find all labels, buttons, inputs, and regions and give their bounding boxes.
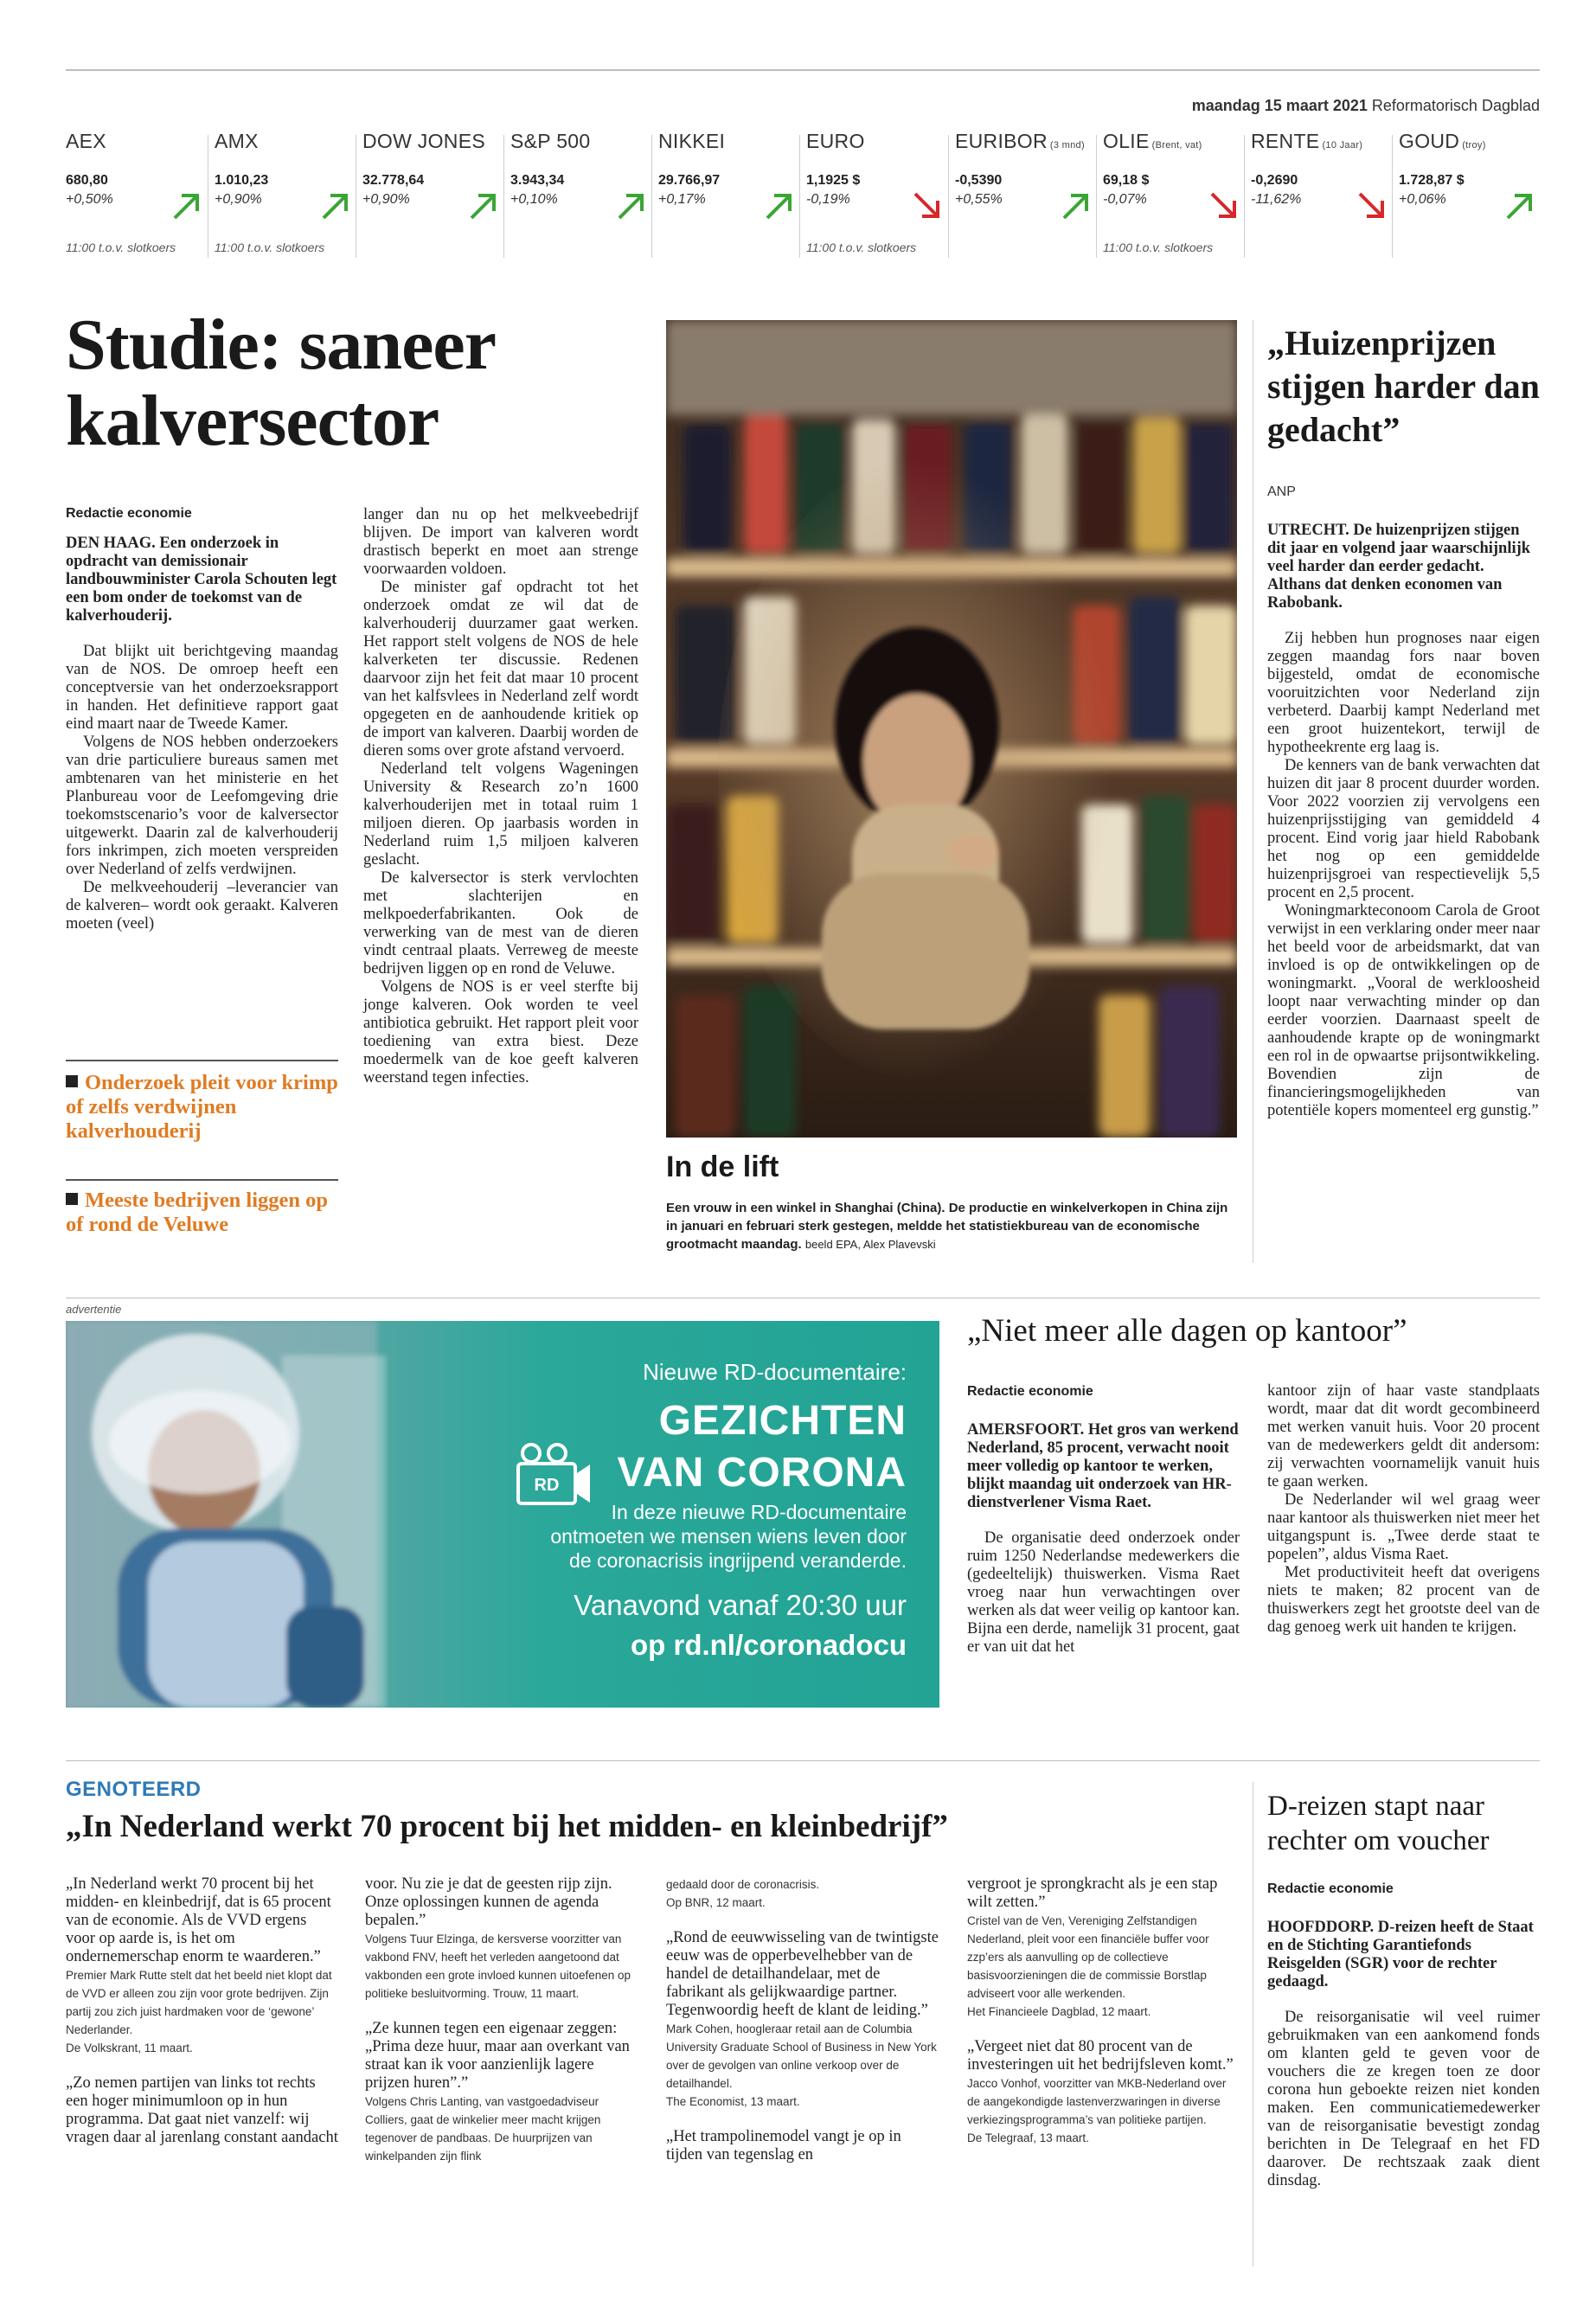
article4-byline: Redactie economie — [1267, 1881, 1394, 1896]
newspaper-name: Reformatorisch Dagblad — [1371, 97, 1540, 114]
ticker-divider — [503, 135, 504, 258]
photo-credit: beeld EPA, Alex Plavevski — [804, 1238, 936, 1251]
article2-paragraph: De kenners van de bank verwachten dat huizen dit jaar 8 procent duurder worden. Voor 2022 voorzien zij vervolgens een huizenprijsstijging van gemiddeld 4 procent. Eind vorig jaar hield Rabobank het nog op een gemiddelde huizenprijsgroei van respectievelijk 5,5 procent en 2,5 procent. — [1267, 757, 1540, 901]
article3-lead: AMERSFOORT. Het gros van werkend Nederland, 85 procent, verwacht nooit meer volledig op kantoor te werken, blijkt maandag uit onderzoek van HR-dienstverlener Visma Raet. — [967, 1421, 1239, 1511]
advert-banner[interactable] — [66, 1321, 939, 1708]
quote-source: Mark Cohen, hoogleraar retail aan de Columbia University Graduate School of Business in New York over de gevolgen van online verkoop over de detailhandel. — [666, 2022, 937, 2090]
ticker-item — [362, 130, 510, 260]
ticker-note: 11:00 t.o.v. slotkoers — [806, 240, 917, 254]
ticker-name: EURO — [806, 130, 865, 152]
quote-outlet: Trouw, 11 maart. — [492, 1987, 580, 2000]
quote-source-text: Volgens Tuur Elzinga, de kersverse voorzitter van vakbond FNV, heeft het verleden aangetoond dat vakbonden een grote invloed kunnen uitoefenen op politieke besluitvorming. — [365, 1932, 631, 2000]
article1-headline: Studie: saneer kalversector — [66, 304, 495, 461]
shanghai-shop-photo — [666, 320, 1237, 1138]
quote-text: voor. Nu zie je dat de geesten rijp zijn. Onze oplossingen kunnen de agenda bepalen.” — [365, 1875, 612, 1929]
ticker-item — [955, 130, 1102, 260]
article4-headline: D-reizen stapt naar rechter om voucher — [1267, 1791, 1490, 1856]
arrow-down-icon — [910, 189, 945, 223]
ticker-name: NIKKEI — [658, 130, 726, 152]
arrow-down-icon — [1207, 189, 1241, 223]
advert-time: Vanavond vanaf 20:30 uur — [574, 1589, 907, 1621]
genoteerd-column2 — [365, 1875, 640, 2165]
article2-lead: UTRECHT. De huizenprijzen stijgen dit jaar en volgend jaar waarschijnlijk veel harder dan eerder gedacht. Althans dat denken economen van Rabobank. — [1267, 522, 1531, 612]
ticker-note: 11:00 t.o.v. slotkoers — [215, 240, 325, 254]
arrow-down-icon — [1355, 189, 1389, 223]
ticker-item — [66, 130, 213, 260]
article3-column1 — [967, 1421, 1240, 1657]
arrow-up-icon — [614, 189, 649, 223]
ticker-divider — [948, 135, 949, 258]
ticker-change: +0,90% — [215, 192, 262, 207]
article3-headline: „Niet meer alle dagen op kantoor” — [967, 1313, 1407, 1349]
ticker-value: 69,18 $ — [1103, 173, 1150, 188]
ticker-name: DOW JONES — [362, 130, 485, 152]
genoteerd-label: GENOTEERD — [66, 1778, 202, 1801]
arrow-up-icon — [318, 189, 353, 223]
advert-line1: Nieuwe RD-documentaire: — [643, 1359, 907, 1385]
ticker-change: -0,07% — [1103, 192, 1147, 207]
ticker-value: 29.766,97 — [658, 173, 721, 188]
ticker-value: 32.778,64 — [362, 173, 425, 188]
article4-body — [1267, 1919, 1540, 2190]
article4-paragraph: De reisorganisatie wil veel ruimer gebruikmaken van een aankomend fonds om klanten geld te geven voor de vouchers die ze kregen toen ze door corona hun geboekte reizen niet konden maken. Een communicatiemedewerker van de reisorganisatie bevestigt zondag berichten in De Telegraaf en het FD daarover. De rechtszaak zaak dient dinsdag. — [1267, 2009, 1540, 2189]
pullquote-rule — [66, 1060, 338, 1061]
pullquote-1-text: Onderzoek pleit voor krimp of zelfs verdwijnen kalverhouderij — [66, 1071, 338, 1143]
article1-column1 — [66, 535, 338, 933]
advert-body2: ontmoeten we mensen wiens leven door — [550, 1525, 907, 1548]
ticker-value: -0,5390 — [955, 173, 1003, 188]
ticker-note: 11:00 t.o.v. slotkoers — [66, 240, 176, 254]
ticker-item — [1251, 130, 1398, 260]
photo-caption-text: Een vrouw in een winkel in Shanghai (China). De productie en winkelverkopen in China zijn in januari en februari sterk gestegen, meldde het statistiekbureau van de economische grootmacht maandag. — [666, 1201, 1228, 1252]
quote-outlet: Op BNR, 12 maart. — [666, 1896, 766, 1909]
issue-date: maandag 15 maart 2021 — [1191, 97, 1368, 114]
advert-body3: de coronacrisis ingrijpend veranderde. — [569, 1549, 907, 1572]
article1-paragraph: Volgens de NOS hebben onderzoekers van drie particuliere bureaus samen met ambtenaren van het ministerie en het Planbureau voor de Leefomgeving drie toekomstscenario’s voor de kalversector uitgewerkt. Daarin zal de kalverhouderij fors inkrimpen, zich moeten verspreiden over Nederland of zelfs verdwijnen. — [66, 734, 338, 878]
quote-outlet: Het Financieele Dagblad, 12 maart. — [967, 2005, 1151, 2018]
pullquote-rule — [66, 1179, 338, 1181]
advert-label: advertentie — [66, 1303, 122, 1316]
article2-paragraph: Zij hebben hun prognoses naar eigen zeggen maandag fors naar boven bijgesteld, omdat de economische vooruitzichten voor Nederland zijn verbeterd. Daarbij kampt Nederland met een groot huizentekort, terwijl de hypotheekrente erg laag is. — [1267, 630, 1540, 756]
ticker-value: -0,2690 — [1251, 173, 1298, 188]
article1-paragraph: langer dan nu op het melkveebedrijf blijven. De import van kalveren wordt drastisch beperkt en moet aan strenge voorwaarden voldoen. — [363, 506, 638, 578]
ticker-value: 3.943,34 — [510, 173, 565, 188]
pullquote-2 — [66, 1189, 338, 1237]
ticker-name: AEX — [66, 130, 106, 152]
article1-paragraph: Nederland telt volgens Wageningen University & Research zo’n 1600 kalverhouderijen met in totaal ruim 1 miljoen dieren. Op jaarbasis worden in Nederland ruim 1,5 miljoen kalveren geslacht. — [363, 760, 638, 868]
ticker-change: +0,06% — [1399, 192, 1446, 207]
quote-text: „Rond de eeuwwisseling van de twintigste eeuw was de opperbevelhebber van de handel de detailhandelaar, met de fabrikant als gelijkwaardige partner. Tegenwoordig heeft de klant de leiding.” — [666, 1929, 939, 2019]
ticker-item — [215, 130, 362, 260]
advert-url[interactable]: op rd.nl/coronadocu — [631, 1629, 907, 1661]
ticker-change: +0,17% — [658, 192, 706, 207]
article3-column2 — [1267, 1382, 1540, 1637]
advert-body1: In deze nieuwe RD-documentaire — [611, 1501, 907, 1523]
top-rule — [66, 69, 1540, 71]
ticker-divider — [1096, 135, 1097, 258]
quote-outlet: De Telegraaf, 13 maart. — [967, 2131, 1089, 2144]
ticker-change: +0,55% — [955, 192, 1003, 207]
ticker-name: GOUD (troy) — [1399, 130, 1486, 152]
quote-outlet: De Volkskrant, 11 maart. — [66, 2041, 193, 2054]
arrow-up-icon — [170, 189, 204, 223]
article3-paragraph: De organisatie deed onderzoek onder ruim 1250 Nederlandse medewerkers die (gedeeltelijk) thuiswerken. Visma Raet vroeg naar hun verwachtingen over werken als dat weer veilig op kantoor kan. Bijna een derde, namelijk 31 procent, gaat er van uit dat het — [967, 1529, 1240, 1656]
ticker-change: -11,62% — [1251, 192, 1302, 207]
article2-headline: „Huizenprijzen stijgen harder dan gedacht” — [1267, 324, 1540, 449]
ticker-note: 11:00 t.o.v. slotkoers — [1103, 240, 1214, 254]
article3-byline: Redactie economie — [967, 1384, 1093, 1399]
photo-title: In de lift — [666, 1150, 779, 1183]
quote-source: Premier Mark Rutte stelt dat het beeld niet klopt dat de VVD er alleen zou zijn voor grote bedrijven. Zijn partij zou zich juist hardmaken voor de ‘gewone’ Nederlander. — [66, 1969, 332, 2036]
arrow-up-icon — [1503, 189, 1537, 223]
ticker-value: 1,1925 $ — [806, 173, 861, 188]
quote-text: vergroot je sprongkracht als je een stap wilt zetten.” — [967, 1875, 1218, 1911]
article1-lead: DEN HAAG. Een onderzoek in opdracht van demissionair landbouwminister Carola Schouten legt een bom onder de toekomst van de kalverhouderij. — [66, 535, 337, 625]
ticker-change: +0,10% — [510, 192, 558, 207]
quote-text: „In Nederland werkt 70 procent bij het midden- en kleinbedrijf, dat is 65 procent van de economie. Als de VVD ergens voor op aarde is, is het om ondernemerschap enorm te waarderen.” — [66, 1875, 331, 1965]
genoteerd-column4 — [967, 1875, 1240, 2147]
arrow-up-icon — [762, 189, 797, 223]
ticker-change: -0,19% — [806, 192, 850, 207]
ticker-item — [806, 130, 953, 260]
article2-body — [1267, 522, 1540, 1120]
ticker-item — [1103, 130, 1250, 260]
pullquote-1 — [66, 1071, 338, 1144]
ticker-value: 1.010,23 — [215, 173, 269, 188]
article1-paragraph: De kalversector is sterk vervlochten met slachterijen en melkpoederfabrikanten. Ook de verwerking van de mest van de dieren vindt centraal plaats. Verreweg de meeste bedrijven liggen op en rond de Veluwe. — [363, 869, 638, 977]
quote-text: „Vergeet niet dat 80 procent van de investeringen uit het bedrijfsleven komt.” — [967, 2038, 1234, 2073]
square-bullet-icon — [66, 1075, 78, 1087]
ticker-item — [1399, 130, 1546, 260]
article1-paragraph: Dat blijkt uit berichtgeving maandag van de NOS. De omroep heeft een conceptversie van het onderzoeksrapport in handen. Het definitieve rapport gaat eind maart naar de Tweede Kamer. — [66, 643, 338, 733]
ticker-name: EURIBOR (3 mnd) — [955, 130, 1085, 152]
pullquote-2-text: Meeste bedrijven liggen op of rond de Veluwe — [66, 1189, 329, 1236]
article3-paragraph: kantoor zijn of haar vaste standplaats wordt, maar dat dit wordt gecombineerd met werken vanuit huis. Voor 20 procent van de medewerkers geldt dit andersom: zij verwachten voornamelijk vanuit huis te gaan werken. — [1267, 1382, 1540, 1490]
ticker-change: +0,50% — [66, 192, 113, 207]
article2-paragraph: Woningmarkteconoom Carola de Groot verwijst in een verklaring onder meer naar het beeld voor de arbeidsmarkt, dat van invloed is op de ontwikkelingen op de woningmarkt. „Vooral de werkloosheid loopt naar verwachting minder op dan eerder voorzien. Daarnaast speelt de aanhoudende krapte op de woningmarkt een rol in de opwaartse prijsontwikkeling. Bovendien zijn de financieringsmogelijkheden van potentiële kopers momenteel erg gunstig.” — [1267, 902, 1540, 1119]
advert-title2: VAN CORONA — [617, 1450, 907, 1496]
quote-source: Jacco Vonhof, voorzitter van MKB-Nederland over de aangekondigde lastenverzwaringen in diverse verkiezingsprogramma’s van politieke partijen. — [967, 2077, 1227, 2126]
ticker-item — [510, 130, 657, 260]
article1-byline: Redactie economie — [66, 506, 192, 521]
quote-source: gedaald door de coronacrisis. — [666, 1878, 820, 1891]
quote-text: „Ze kunnen tegen een eigenaar zeggen: „Prima deze huur, maar aan overkant van straat kan ik voor aanzienlijk lagere prijzen huren”.” — [365, 2020, 630, 2092]
quote-outlet: The Economist, 13 maart. — [666, 2095, 800, 2108]
quote-text: „Het trampolinemodel vangt je op in tijden van tegenslag en — [666, 2128, 901, 2163]
article3-paragraph: Met productiviteit heeft dat overigens niets te maken; 82 procent van de thuiswerkers zegt het grootste deel van de dag genoeg werk uit handen te krijgen. — [1267, 1564, 1540, 1636]
quote-text: „Zo nemen partijen van links tot rechts een hoger minimumloon op in hun programma. Dat gaat niet vanzelf: wij vragen daar al jarenlang constant aandacht — [66, 2074, 338, 2146]
arrow-up-icon — [1059, 189, 1093, 223]
genoteerd-column3 — [666, 1875, 941, 2164]
ticker-item — [658, 130, 805, 260]
article1-column2 — [363, 506, 638, 1087]
ticker-divider — [799, 135, 800, 258]
article2-byline: ANP — [1267, 484, 1296, 499]
advert-title1: GEZICHTEN — [658, 1398, 907, 1444]
photo-caption — [666, 1199, 1237, 1253]
quote-source: Cristel van de Ven, Vereniging Zelfstandigen Nederland, pleit voor een financiële buffer voor zzp’ers als aanvulling op de collectieve basisvoorzieningen die de commissie Borstlap adviseert voor alle werkenden. — [967, 1914, 1209, 2000]
quote-source: Volgens Chris Lanting, van vastgoedadviseur Colliers, gaat de winkelier meer macht krijgen tegenover de pandbaas. De huurprijzen van winkelpanden zijn flink — [365, 2095, 601, 2163]
ticker-change: +0,90% — [362, 192, 410, 207]
rd-logo: RD — [534, 1476, 560, 1495]
ticker-divider — [651, 135, 652, 258]
article1-paragraph: De minister gaf opdracht tot het onderzoek omdat ze wil dat de kalverhouderij duurzamer gaat werken. Het rapport stelt volgens de NOS de hele kalverketen ter discussie. Redenen daarvoor zijn het feit dat maar 10 procent van het kalfsvlees in Nederland zelf wordt opgegeten en de aanhoudende kritiek op de import van kalveren. Daarbij worden de dieren soms over grote afstand vervoerd. — [363, 579, 638, 760]
ticker-value: 680,80 — [66, 173, 108, 188]
ticker-value: 1.728,87 $ — [1399, 173, 1465, 188]
genoteerd-headline: „In Nederland werkt 70 procent bij het midden- en kleinbedrijf” — [66, 1809, 948, 1844]
ticker-divider — [1244, 135, 1245, 258]
ticker-name: S&P 500 — [510, 130, 591, 152]
article1-paragraph: De melkveehouderij –leverancier van de kalveren– wordt ook geraakt. Kalveren moeten (veel) — [66, 879, 338, 933]
dateline — [1192, 97, 1540, 115]
section-rule — [66, 1760, 1540, 1761]
ticker-name: OLIE (Brent, vat) — [1103, 130, 1202, 152]
arrow-up-icon — [466, 189, 501, 223]
article3-paragraph: De Nederlander wil wel graag weer naar kantoor als thuiswerken niet meer het uitgangspunt is. „Twee derde staat te popelen”, aldus Visma Raet. — [1267, 1491, 1540, 1563]
quote-source — [365, 1930, 640, 2003]
ticker-name: RENTE (10 Jaar) — [1251, 130, 1363, 152]
ticker-name: AMX — [215, 130, 259, 152]
article4-lead: HOOFDDORP. D-reizen heeft de Staat en de Stichting Garantiefonds Reisgelden (SGR) voor de rechter gedaagd. — [1267, 1919, 1534, 1990]
genoteerd-column1 — [66, 1875, 338, 2147]
article1-paragraph: Volgens de NOS is er veel sterfte bij jonge kalveren. Ook worden te veel antibiotica gebruikt. Het rapport pleit voor toediening van extra biest. Deze moedermelk van de koe geeft kalveren weerstand tegen infecties. — [363, 978, 638, 1086]
ticker-divider — [1392, 135, 1393, 258]
square-bullet-icon — [66, 1193, 78, 1205]
